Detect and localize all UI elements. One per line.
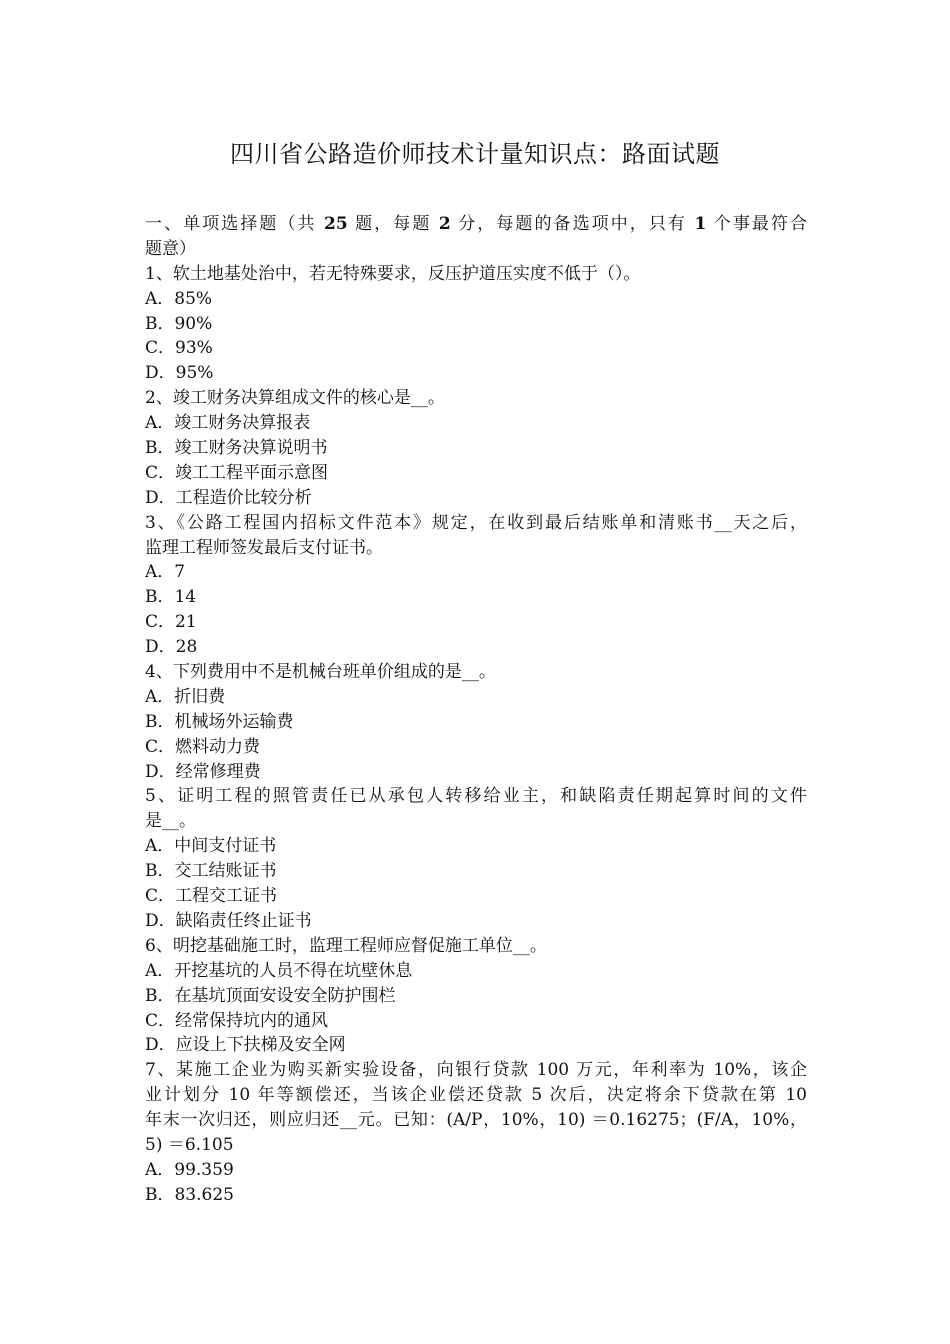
question-5-stem-cont: 是__。 bbox=[145, 811, 196, 832]
question-2-option-b: B．竣工财务决算说明书 bbox=[145, 438, 328, 459]
question-7-option-a: A．99.359 bbox=[145, 1159, 234, 1180]
question-1-option-c: C．93% bbox=[145, 338, 213, 359]
section-heading-part: 题，每题 bbox=[347, 214, 439, 234]
question-7-stem: 7、某施工企业为购买新实验设备，向银行贷款 100 万元，年利率为 10%，该企 bbox=[145, 1060, 807, 1081]
question-3-option-b: B．14 bbox=[145, 587, 197, 608]
question-6-option-a: A．开挖基坑的人员不得在坑壁休息 bbox=[145, 960, 413, 981]
section-heading-part: 个事最符合 bbox=[706, 214, 807, 234]
question-6-option-d: D．应设上下扶梯及安全网 bbox=[145, 1035, 346, 1056]
question-4-stem: 4、下列费用中不是机械台班单价组成的是__。 bbox=[145, 662, 496, 683]
question-3-option-a: A．7 bbox=[145, 562, 186, 583]
question-1-option-a: A．85% bbox=[145, 288, 213, 309]
page-title: 四川省公路造价师技术计量知识点：路面试题 bbox=[230, 140, 720, 168]
document-body bbox=[145, 212, 807, 1208]
question-5-option-c: C．工程交工证书 bbox=[145, 886, 278, 907]
question-5-option-b: B．交工结账证书 bbox=[145, 861, 277, 882]
question-2-option-a: A．竣工财务决算报表 bbox=[145, 413, 311, 434]
question-7-stem-cont: 年末一次归还，则应归还__元。已知：(A/P，10%，10) ＝0.16275；(F/A，10%， bbox=[145, 1110, 807, 1131]
question-7-stem-cont: 业计划分 10 年等额偿还，当该企业偿还贷款 5 次后，决定将余下贷款在第 10 bbox=[145, 1085, 807, 1106]
section-heading-part: 一、单项选择题（共 bbox=[145, 214, 325, 234]
question-2-stem: 2、竣工财务决算组成文件的核心是__。 bbox=[145, 388, 445, 409]
question-1-option-d: D．95% bbox=[145, 363, 214, 384]
section-heading bbox=[145, 212, 807, 237]
correct-option-count: 1 bbox=[694, 214, 707, 234]
points-per-question: 2 bbox=[438, 214, 451, 234]
question-1-stem: 1、软土地基处治中，若无特殊要求，反压护道压实度不低于（）。 bbox=[145, 263, 641, 284]
question-4-option-d: D．经常修理费 bbox=[145, 761, 261, 782]
section-heading-cont: 题意） bbox=[145, 238, 196, 259]
question-5-stem: 5、证明工程的照管责任已从承包人转移给业主，和缺陷责任期起算时间的文件 bbox=[145, 786, 807, 807]
question-4-option-b: B．机械场外运输费 bbox=[145, 711, 294, 732]
question-6-stem: 6、明挖基础施工时，监理工程师应督促施工单位__。 bbox=[145, 935, 547, 956]
question-7-option-b: B．83.625 bbox=[145, 1184, 234, 1205]
question-3-stem: 3、《公路工程国内招标文件范本》规定，在收到最后结账单和清账书__天之后， bbox=[145, 512, 807, 533]
question-5-option-d: D．缺陷责任终止证书 bbox=[145, 910, 312, 931]
question-2-option-c: C．竣工工程平面示意图 bbox=[145, 462, 329, 483]
question-3-stem-cont: 监理工程师签发最后支付证书。 bbox=[145, 537, 383, 558]
question-4-option-c: C．燃料动力费 bbox=[145, 736, 261, 757]
question-4-option-a: A．折旧费 bbox=[145, 686, 226, 707]
question-3-option-d: D．28 bbox=[145, 637, 198, 658]
question-2-option-d: D．工程造价比较分析 bbox=[145, 487, 312, 508]
question-6-option-b: B．在基坑顶面安设安全防护围栏 bbox=[145, 985, 396, 1006]
question-3-option-c: C．21 bbox=[145, 612, 197, 633]
question-6-option-c: C．经常保持坑内的通风 bbox=[145, 1010, 329, 1031]
question-1-option-b: B．90% bbox=[145, 313, 213, 334]
section-heading-part: 分，每题的备选项中，只有 bbox=[450, 214, 695, 234]
question-count: 25 bbox=[324, 214, 348, 234]
question-5-option-a: A．中间支付证书 bbox=[145, 836, 277, 857]
question-7-stem-cont: 5) ＝6.105 bbox=[145, 1134, 234, 1155]
